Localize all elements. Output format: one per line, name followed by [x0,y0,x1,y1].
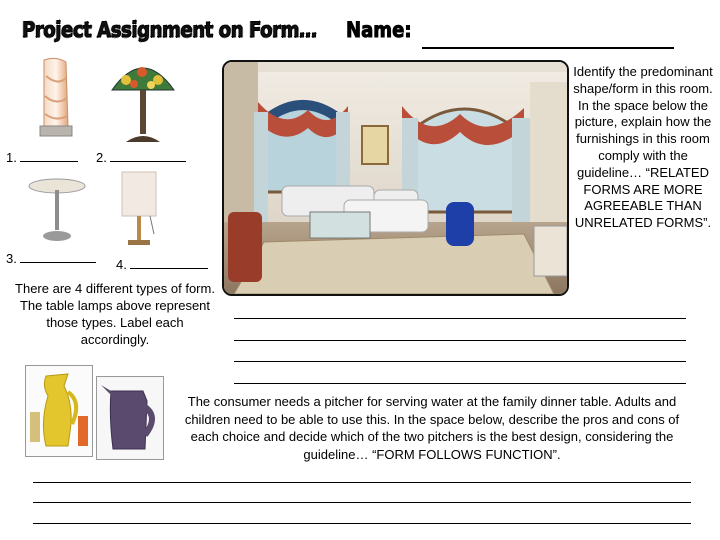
pitcher-answer-line[interactable] [33,502,691,503]
room-instructions: Identify the predominant shape/form in this room. In the space below the picture, explain how the furnishings in this room comply with the guideline… “RELATED FORMS ARE MORE AGREEABLE THAN UNRELATED FORMS”. [573,64,713,231]
lamp-answer-2[interactable] [110,160,186,162]
room-answer-line[interactable] [234,318,686,319]
lamp-answer-4[interactable] [130,267,208,269]
lamp-label-3: 3. [6,251,17,266]
pitcher-instructions: The consumer needs a pitcher for serving water at the family dinner table. Adults and children need to be able to use this. In the space below, describe the pros and cons of each choice and decide which of the two pitchers is the best design, considering the guideline… “FORM FOLLOWS FUNCTION”. [184,394,680,462]
room-answer-line[interactable] [234,361,686,362]
lamp-1-image [36,56,76,140]
lamp-label-4: 4. [116,257,127,272]
lamp-instructions: There are 4 different types of form. The table lamps above represent those types. Label each accordingly. [15,281,215,347]
lamp-label-1: 1. [6,150,17,165]
lamp-2-image [104,52,182,148]
room-answer-line[interactable] [234,383,686,384]
living-room-image [222,60,569,296]
lamp-label-2: 2. [96,150,107,165]
room-answer-line[interactable] [234,340,686,341]
lamp-answer-3[interactable] [20,261,96,263]
lamp-4-image [118,168,164,248]
page-title: Project Assignment on Form… [22,18,317,42]
lamp-3-image [26,172,88,244]
name-label: Name: [346,18,412,42]
pitcher-2-image [96,376,164,460]
lamp-answer-1[interactable] [20,160,78,162]
pitcher-1-image [25,365,93,457]
name-answer-line[interactable] [422,47,674,49]
pitcher-answer-line[interactable] [33,523,691,524]
pitcher-answer-line[interactable] [33,482,691,483]
